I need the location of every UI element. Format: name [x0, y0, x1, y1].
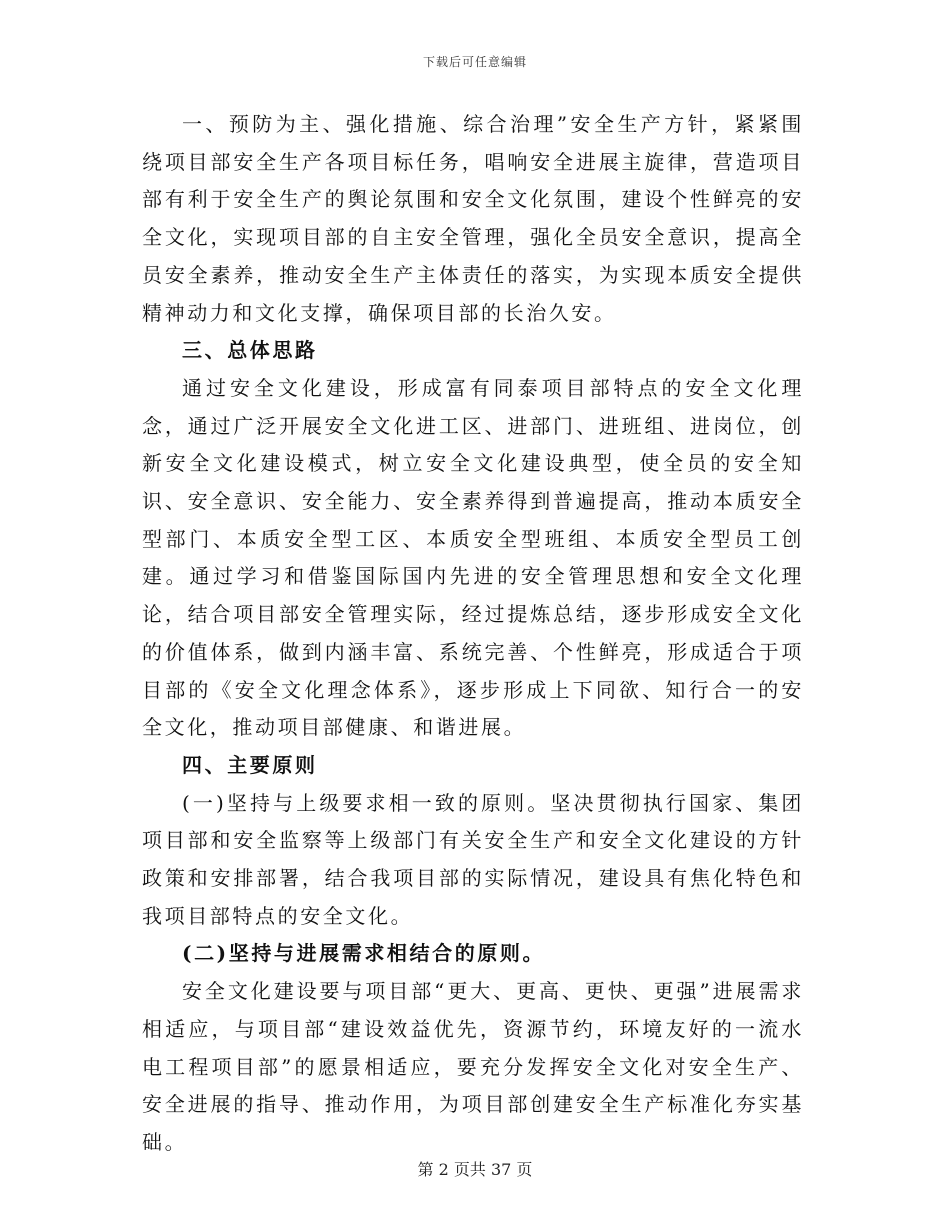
document-body — [142, 106, 804, 1162]
paragraph-principle-two: 安全文化建设要与项目部“更大、更高、更快、更强”进展需求相适应，与项目部“建设效益优先，资源节约，环境友好的一流水电工程项目部”的愿景相适应，要充分发挥安全文化对安全生产、安全进展的指导、推动作用，为项目部创建安全生产标准化夯实基础。 — [142, 979, 804, 1154]
subheading-principle-two: (二)坚持与进展需求相结合的原则。 — [182, 941, 546, 966]
paragraph-guiding-policy: 一、预防为主、强化措施、综合治理”安全生产方针，紧紧围绕项目部安全生产各项目标任务，唱响安全进展主旋律，营造项目部有利于安全生产的舆论氛围和安全文化氛围，建设个性鲜亮的安全文化，实现项目部的自主安全管理，强化全员安全意识，提高全员安全素养，推动安全生产主体责任的落实，为实现本质安全提供精神动力和文化支撑，确保项目部的长治久安。 — [142, 112, 804, 325]
page-number: 第 2 页共 37 页 — [417, 1160, 533, 1179]
paragraph-principle-one: (一)坚持与上级要求相一致的原则。坚决贯彻执行国家、集团项目部和安全监察等上级部门有关安全生产和安全文化建设的方针政策和安排部署，结合我项目部的实际情况，建设具有焦化特色和我项目部特点的安全文化。 — [142, 790, 804, 928]
page-header: 下载后可任意编辑 — [422, 55, 527, 69]
section-heading-main-principles: 四、主要原则 — [182, 752, 318, 777]
paragraph-overall-approach: 通过安全文化建设，形成富有同泰项目部特点的安全文化理念，通过广泛开展安全文化进工区、进部门、进班组、进岗位，创新安全文化建设模式，树立安全文化建设典型，使全员的安全知识、安全意识、安全能力、安全素养得到普遍提高，推动本质安全型部门、本质安全型工区、本质安全型班组、本质安全型员工创建。通过学习和借鉴国际国内先进的安全管理思想和安全文化理论，结合项目部安全管理实际，经过提炼总结，逐步形成安全文化的价值体系，做到内涵丰富、系统完善、个性鲜亮，形成适合于项目部的《安全文化理念体系》，逐步形成上下同欲、知行合一的安全文化，推动项目部健康、和谐进展。 — [142, 375, 804, 740]
section-heading-overall-approach: 三、总体思路 — [182, 338, 318, 363]
